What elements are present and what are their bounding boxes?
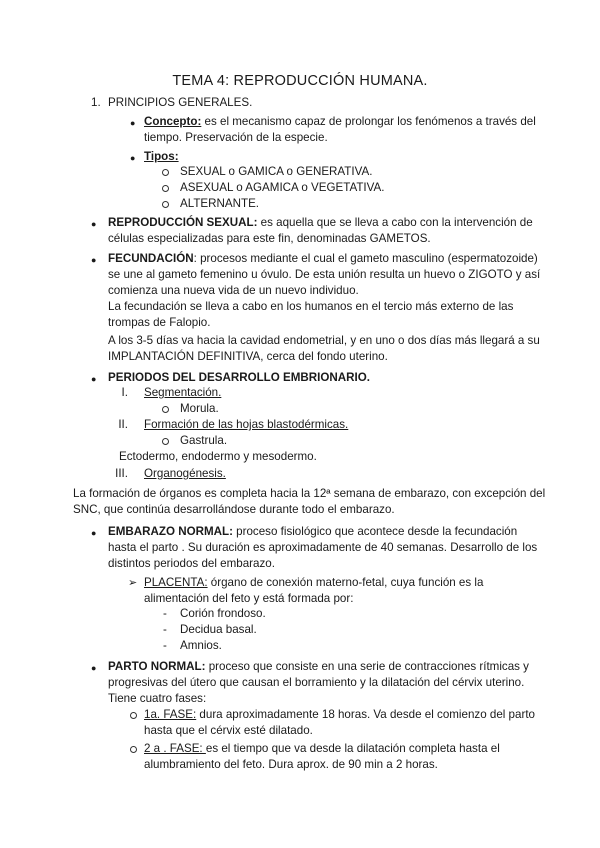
- tipos-item: ASEXUAL o AGAMICA o VEGETATIVA.: [180, 181, 385, 194]
- periodo-sub: Morula.: [180, 402, 219, 415]
- fase1-line-2: hasta que el cérvix esté dilatado.: [144, 724, 313, 737]
- circle-bullet-icon: [130, 712, 137, 719]
- dash-bullet-icon: -: [163, 623, 167, 636]
- periodo-item: Organogénesis.: [144, 467, 226, 480]
- circle-bullet-icon: [130, 746, 137, 753]
- circle-bullet-icon: [162, 438, 169, 445]
- periodo-item: Formación de las hojas blastodérmicas.: [144, 418, 349, 431]
- parto-line-3: Tiene cuatro fases:: [108, 692, 207, 705]
- placenta-item: Corión frondoso.: [180, 607, 266, 620]
- circle-bullet-icon: [162, 406, 169, 413]
- bullet-icon: ●: [130, 153, 136, 163]
- repro-line-2: células especializadas para este fin, denominadas GAMETOS.: [108, 232, 431, 245]
- fecund-p3-line-2: IMPLANTACIÓN DEFINITIVA, cerca del fondo uterino.: [108, 350, 388, 363]
- organos-line-1: La formación de órganos es completa hacia la 12ª semana de embarazo, con excepción del: [73, 487, 546, 500]
- circle-bullet-icon: [162, 201, 169, 208]
- bullet-icon: ●: [91, 255, 97, 265]
- bullet-icon: ●: [91, 374, 97, 384]
- section-heading: PRINCIPIOS GENERALES.: [108, 96, 253, 109]
- fase1-line-1: 1a. FASE: dura aproximadamente 18 horas. Va desde el comienzo del parto: [144, 708, 535, 721]
- bullet-icon: ●: [91, 528, 97, 538]
- roman-numeral: I.: [121, 386, 128, 399]
- circle-bullet-icon: [162, 185, 169, 192]
- embarazo-line-3: distintos periodos del embarazo.: [108, 557, 275, 570]
- parto-line-2: progresivas del útero que causan el borramiento y la dilatación del cérvix uterino.: [108, 676, 525, 689]
- fecund-p3-line-1: A los 3-5 días va hacia la cavidad endometrial, y en uno o dos días más llegará a su: [108, 334, 540, 347]
- roman-numeral: III.: [115, 467, 128, 480]
- arrow-bullet-icon: ➢: [128, 577, 138, 589]
- embarazo-line-1: EMBARAZO NORMAL: proceso fisiológico que acontece desde la fecundación: [108, 525, 518, 538]
- periodo-sub: Gastrula.: [180, 434, 228, 447]
- fase2-line-1: 2 a . FASE: es el tiempo que va desde la dilatación completa hasta el: [144, 742, 500, 755]
- roman-numeral: II.: [118, 418, 128, 431]
- fase2-line-2: alumbramiento del feto. Dura aprox. de 90 min a 2 horas.: [144, 758, 438, 771]
- concepto-line-2: tiempo. Preservación de la especie.: [144, 131, 328, 144]
- placenta-item: Decidua basal.: [180, 623, 257, 636]
- periodos-heading: PERIODOS DEL DESARROLLO EMBRIONARIO.: [108, 371, 370, 384]
- page-title: TEMA 4: REPRODUCCIÓN HUMANA.: [172, 73, 428, 89]
- bullet-icon: ●: [91, 219, 97, 229]
- bullet-icon: ●: [130, 118, 136, 128]
- placenta-line-2: alimentación del feto y está formada por:: [144, 592, 354, 605]
- periodo-item: Segmentación.: [144, 386, 222, 399]
- repro-line-1: REPRODUCCIÓN SEXUAL: es aquella que se lleva a cabo con la intervención de: [108, 216, 533, 229]
- parto-line-1: PARTO NORMAL: proceso que consiste en una serie de contracciones rítmicas y: [108, 660, 529, 673]
- dash-bullet-icon: -: [163, 607, 167, 620]
- fecund-line-3: comienza una nueva vida de un nuevo individuo.: [108, 284, 359, 297]
- fecund-p2-line-2: trompas de Falopio.: [108, 316, 211, 329]
- fecund-line-1: FECUNDACIÓN: procesos mediante el cual el gameto masculino (espermatozoide): [108, 252, 538, 265]
- placenta-line-1: PLACENTA: órgano de conexión materno-fetal, cuya función es la: [144, 576, 484, 589]
- placenta-item: Amnios.: [180, 639, 222, 652]
- ectodermo-line: Ectodermo, endodermo y mesodermo.: [119, 450, 317, 463]
- fecund-line-2: se une al gameto femenino u óvulo. De esta unión resulta un huevo o ZIGOTO y así: [108, 268, 541, 281]
- organos-line-2: SNC, que continúa desarrollándose durante todo el embarazo.: [73, 503, 395, 516]
- fecund-p2-line-1: La fecundación se lleva a cabo en los humanos en el tercio más externo de las: [108, 300, 514, 313]
- concepto-line-1: Concepto: es el mecanismo capaz de prolongar los fenómenos a través del: [144, 115, 536, 128]
- tipos-term: Tipos:: [144, 150, 179, 163]
- circle-bullet-icon: [162, 169, 169, 176]
- section-number: 1.: [91, 96, 101, 109]
- dash-bullet-icon: -: [163, 639, 167, 652]
- tipos-item: SEXUAL o GAMICA o GENERATIVA.: [180, 165, 373, 178]
- bullet-icon: ●: [91, 663, 97, 673]
- embarazo-line-2: hasta el parto . Su duración es aproximadamente de 40 semanas. Desarrollo de los: [108, 541, 538, 554]
- tipos-item: ALTERNANTE.: [180, 197, 260, 210]
